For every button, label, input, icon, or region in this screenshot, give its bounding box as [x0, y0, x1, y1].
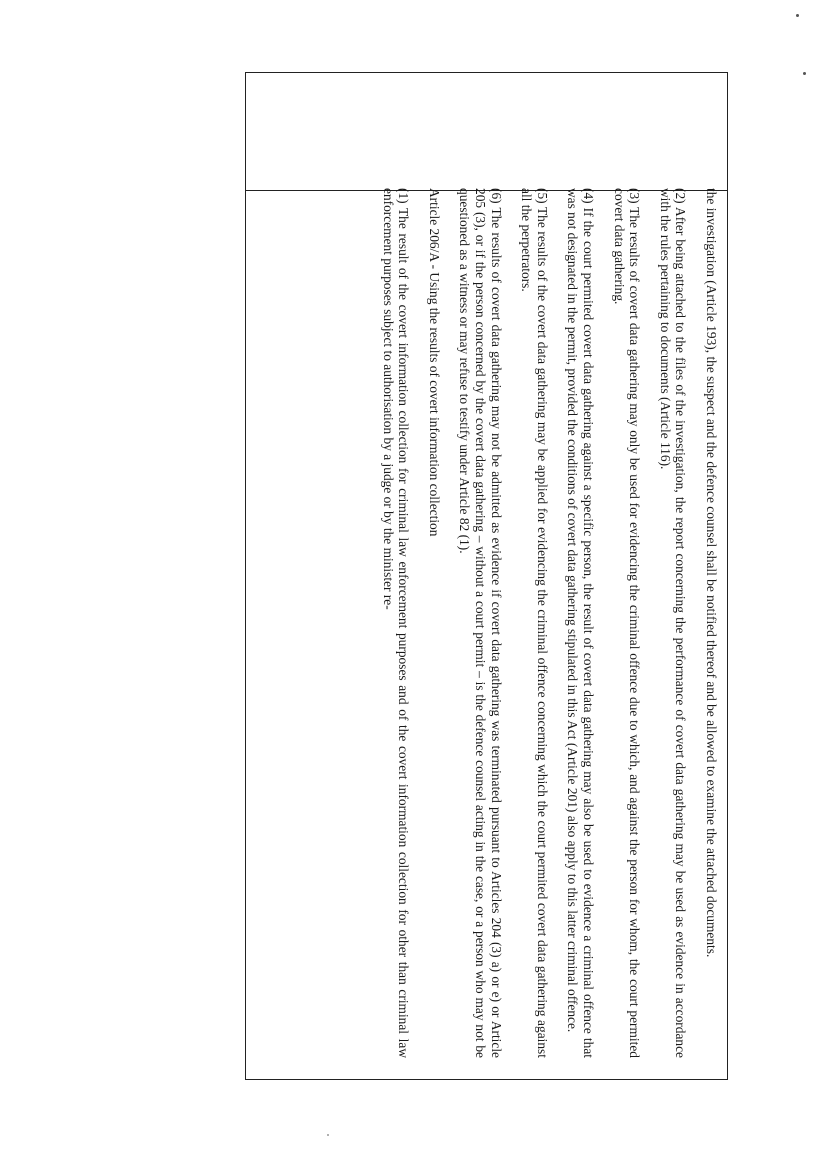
scan-speck	[796, 14, 799, 17]
paragraph-5: (5) The results of the covert data gathering may be applied for evidencing the criminal offence concerning which the court permited covert data gathering against all the perpetrators.	[519, 188, 550, 1058]
paragraph-2: (2) After being attached to the files of the investigation, the report concerning the performance of covert data gathering may be used as evidence in accordance with the rules pertaining to documents (Article 116).	[657, 188, 689, 1058]
paragraph-continuation: the investigation (Article 193), the suspect and the defence counsel shall be notified thereof and be allowed to examine the attached documents.	[704, 188, 719, 958]
article-heading: Article 206/A - Using the results of covert information collection	[426, 188, 442, 537]
paragraph-6: (6) The results of covert data gathering may not be admitted as evidence if covert data gathering was terminated pursuant to Articles 204 (3) a) or e) or Article 205 (3), or if the person concerned by the covert data gathering – without a court permit – is the defence counsel acting in the case, or a person who may not be questioned as a witness or may refuse to testify under Article 82 (1).	[457, 188, 504, 1058]
scan-speck	[803, 72, 806, 75]
paragraph-article-206a-1: (1) The result of the covert information collection for criminal law enforcement purposes and of the covert information collection for other than criminal law enforcement purposes subject to authorisation by a judge or by the minister re-	[380, 188, 412, 1058]
paragraph-4: (4) If the court permited covert data gathering against a specific person, the result of covert data gathering may also be used to evidence a criminal offence that was not designated in the permit, provided the conditions of covert data gathering stipulated in this Act (Article 201) also apply to this latter criminal offence.	[565, 188, 597, 1058]
paragraph-3: (3) The results of covert data gathering may only be used for evidencing the criminal offence due to which, and against the person for whom, the court permited covert data gathering.	[611, 188, 643, 1058]
scan-speck	[327, 1134, 329, 1136]
rotated-text-cell	[245, 188, 728, 1068]
